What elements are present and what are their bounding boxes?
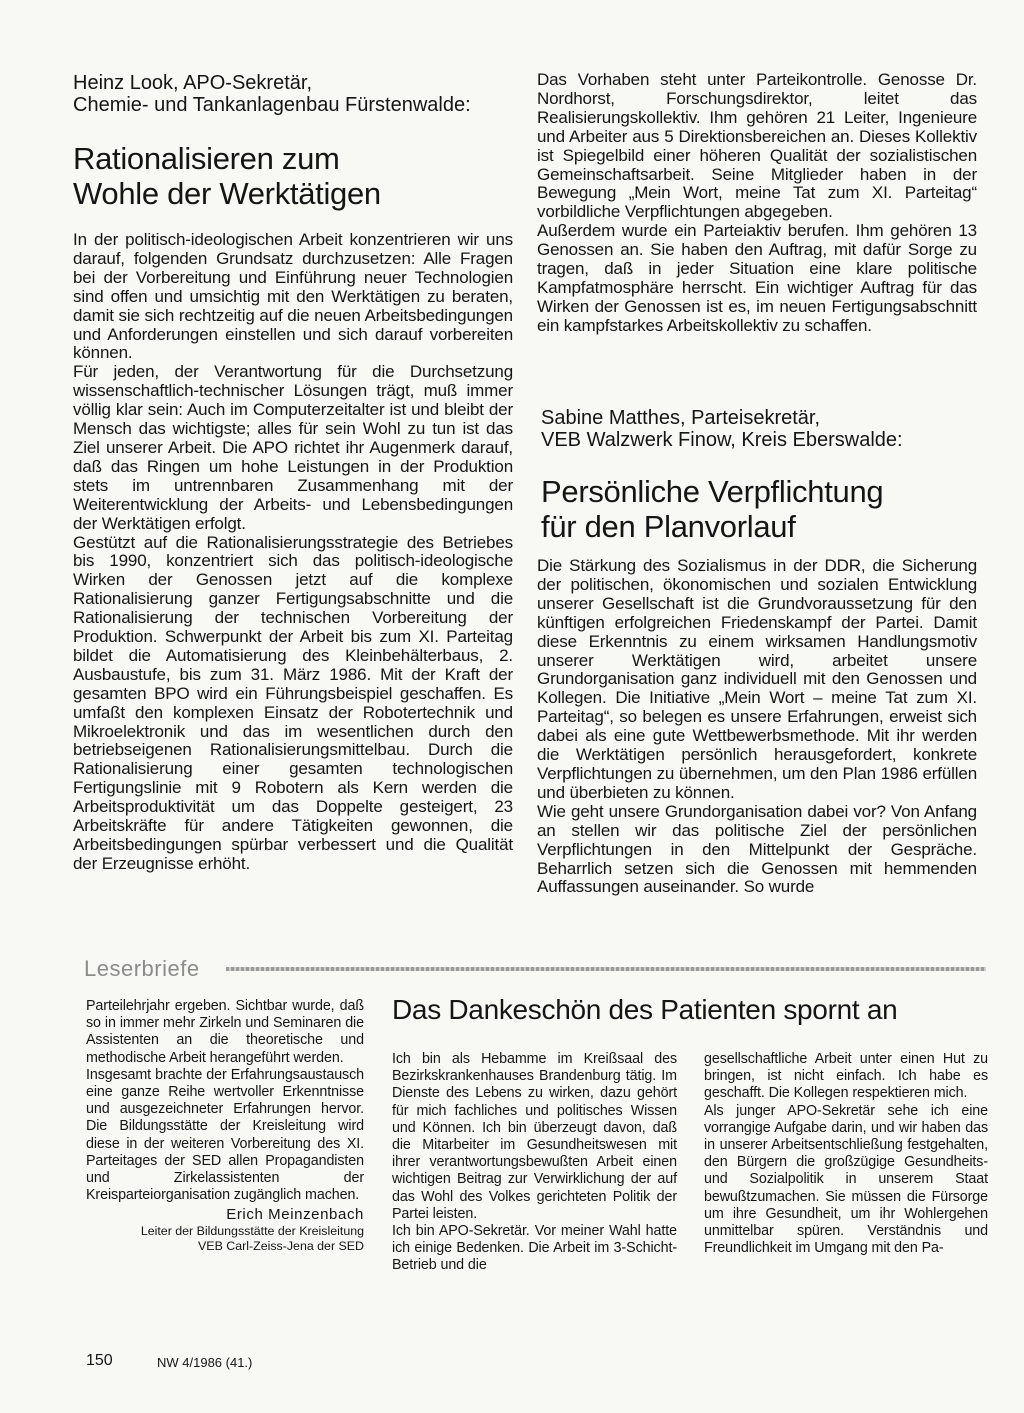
- byline-line: Chemie- und Tankanlagenbau Fürstenwalde:: [73, 94, 471, 116]
- article-1-continuation: [537, 71, 977, 336]
- leserbrief-right-column: [704, 1051, 988, 1257]
- section-rule: [226, 967, 986, 971]
- byline-line: Sabine Matthes, Parteisekretär,: [541, 407, 821, 429]
- leserbrief-middle-column: [392, 1051, 677, 1275]
- paragraph: Gestützt auf die Rationalisierungsstrategie des Betriebes bis 1990, konzentriert sich das politisch-ideologische Wirken der Genossen jetzt auf die komplexe Rationalisierung ganzer Fertigungsabschnitte und die Rationalisierung der technischen Vorbereitung der Produktion. Schwerpunkt der Arbeit bis zum XI. Parteitag bildet die Automatisierung des Kleinbehälterbaus, 2. Ausbaustufe, bis zum 31. März 1986. Mit der Kraft der gesamten BPO wird ein Führungsbeispiel geschaffen. Es umfaßt den komplexen Einsatz der Robotertechnik und Mikroelektronik und das im wesentlichen durch den betriebseigenen Rationalisierungsmittelbau. Durch die Rationalisierung einer gesamten technologischen Fertigungslinie mit 9 Robotern als Kern werden die Arbeitsproduktivität um das Doppelte gesteigert, 23 Arbeitskräfte für andere Tätigkeiten gewonnen, die Arbeitsbedingungen spürbar verbessert und die Qualität der Erzeugnisse erhöht.: [73, 532, 513, 873]
- page-number: 150: [86, 1352, 113, 1369]
- article-1: [73, 72, 513, 874]
- byline-line: VEB Walzwerk Finow, Kreis Eberswalde:: [541, 429, 903, 451]
- paragraph: Ich bin APO-Sekretär. Vor meiner Wahl hatte ich einige Bedenken. Die Arbeit im 3-Schicht-Betrieb und die: [392, 1223, 677, 1274]
- paragraph: Ich bin als Hebamme im Kreißsaal des Bezirkskrankenhauses Brandenburg tätig. Im Dienste des Lebens zu wirken, dazu gehört für mich fachliches und politisches Wissen und Können. Ich bin überzeugt davon, daß die Mitarbeiter im Gesundheitswesen mit ihrer verantwortungsbewußten Arbeit einen wichtigen Beitrag zur Verwirklichung der auf das Wohl des Volkes gerichteten Politik der Partei leisten.: [392, 1051, 677, 1222]
- leserbrief-left-column: [86, 998, 364, 1254]
- paragraph: gesellschaftliche Arbeit unter einen Hut zu bringen, ist nicht einfach. Ich habe es geschafft. Die Kollegen respektieren mich.: [704, 1051, 988, 1102]
- paragraph: Als junger APO-Sekretär sehe ich eine vorrangige Aufgabe darin, und wir haben das in unserer Arbeitsentschließung festgehalten, den Bürgern die großzügige Gesundheits- und Sozialpolitik in unserem Staat bewußtzumachen. Sie müssen die Fürsorge um ihre Gesundheit, um ihr Wohlergehen unmittelbar spüren. Verständnis und Freundlichkeit im Umgang mit den Pa-: [704, 1102, 988, 1257]
- paragraph: Außerdem wurde ein Parteiaktiv berufen. Ihm gehören 13 Genossen an. Sie haben den Auftrag, mit dafür Sorge zu tragen, daß in jeder Situation eine klare politische Kampfatmosphäre herrscht. Ein wichtiger Auftrag für das Wirken der Genossen ist es, im neuen Fertigungsabschnitt ein kampfstarkes Arbeitskollektiv zu schaffen.: [537, 221, 977, 335]
- paragraph: Wie geht unsere Grundorganisation dabei vor? Von Anfang an stellen wir das politische Ziel der persönlichen Verpflichtungen in den Mittelpunkt der Gespräche. Beharrlich setzen sich die Genossen mit hemmenden Auffassungen auseinander. So wurde: [537, 801, 977, 897]
- leserbrief-headline: [392, 993, 982, 1027]
- article-1-headline: [73, 141, 513, 211]
- section-label: Leserbriefe: [84, 956, 200, 981]
- article-1-body: [73, 231, 513, 874]
- headline-line: Wohle der Werktätigen: [73, 176, 381, 211]
- signature-name: Erich Meinzenbach: [226, 1206, 364, 1224]
- paragraph: In der politisch-ideologischen Arbeit konzentrieren wir uns darauf, folgenden Grundsatz durchzusetzen: Alle Fragen bei der Vorbereitung und Einführung neuer Technologien sind offen und umsichtig mit den Werktätigen zu beraten, damit sie sich rechtzeitig auf die neuen Arbeitsbedingungen und Anforderungen einstellen und sich darauf vorbereiten können.: [73, 230, 513, 363]
- article-2-body: [537, 557, 977, 897]
- article-1-byline: [73, 72, 513, 116]
- signature-role-line: Leiter der Bildungsstätte der Kreisleitung: [140, 1224, 364, 1239]
- article-2: [541, 407, 977, 544]
- article-2-headline: [541, 474, 977, 544]
- leserbriefe-header: [74, 954, 974, 986]
- headline-line: Persönliche Verpflichtung: [541, 474, 884, 509]
- paragraph: Die Stärkung des Sozialismus in der DDR, die Sicherung der politischen, ökonomischen und sozialen Entwicklung unserer Gesellschaft ist die Grundvoraussetzung für den künftigen erfolgreichen Friedenskampf der Partei. Damit diese Erkenntnis zu einem wirksamen Handlungsmotiv unserer Werktätigen wird, arbeitet unsere Grundorganisation ganz individuell mit den Genossen und Kollegen. Die Initiative „Mein Wort – meine Tat zum XI. Parteitag“, so belegen es unsere Erfahrungen, erweist sich dabei als eine gute Wettbewerbsmethode. Mit ihr werden die Werktätigen persönlich herausgefordert, konkrete Verpflichtungen zu übernehmen, um den Plan 1986 erfüllen und überbieten zu können.: [537, 556, 977, 802]
- byline-line: Heinz Look, APO-Sekretär,: [73, 72, 313, 94]
- leserbrief-headline-text: Das Dankeschön des Patienten spornt an: [392, 994, 898, 1025]
- article-2-byline: [541, 407, 977, 451]
- signature-role-line: VEB Carl-Zeiss-Jena der SED: [198, 1239, 364, 1254]
- headline-line: für den Planvorlauf: [541, 509, 796, 544]
- paragraph: Parteilehrjahr ergeben. Sichtbar wurde, daß so in immer mehr Zirkeln und Seminaren die Assistenten an die theoretische und methodische Arbeit herangeführt werden.: [86, 998, 364, 1066]
- issue-label: NW 4/1986 (41.): [157, 1355, 253, 1370]
- paragraph: Insgesamt brachte der Erfahrungsaustausch eine ganze Reihe wertvoller Erkenntnisse und ausgezeichneter Erfahrungen hervor. Die Bildungsstätte der Kreisleitung wird diese in der weiteren Vorbereitung des XI. Parteitages der SED allen Propagandisten und Zirkelassistenten der Kreisparteiorganisation zugänglich machen.: [86, 1066, 364, 1204]
- paragraph: Das Vorhaben steht unter Parteikontrolle. Genosse Dr. Nordhorst, Forschungsdirektor, leitet das Realisierungskollektiv. Ihm gehören 21 Leiter, Ingenieure und Arbeiter aus 5 Direktionsbereichen an. Dieses Kollektiv ist Spiegelbild einer höheren Qualität der sozialistischen Gemeinschaftsarbeit. Seine Mitglieder haben in der Bewegung „Mein Wort, meine Tat zum XI. Parteitag“ vorbildliche Verpflichtungen abgegeben.: [537, 70, 977, 222]
- signature: [86, 1205, 364, 1254]
- paragraph: Für jeden, der Verantwortung für die Durchsetzung wissenschaftlich-technischer Lösungen trägt, muß immer völlig klar sein: Auch im Computerzeitalter ist und bleibt der Mensch das wichtigste; alles für sein Wohl zu tun ist das Ziel unserer Arbeit. Die APO richtet ihr Augenmerk darauf, daß das Ringen um hohe Leistungen in der Produktion stets im untrennbaren Zusammenhang mit der Weiterentwicklung der Arbeits- und Lebensbedingungen der Werktätigen erfolgt.: [73, 362, 513, 533]
- headline-line: Rationalisieren zum: [73, 141, 340, 176]
